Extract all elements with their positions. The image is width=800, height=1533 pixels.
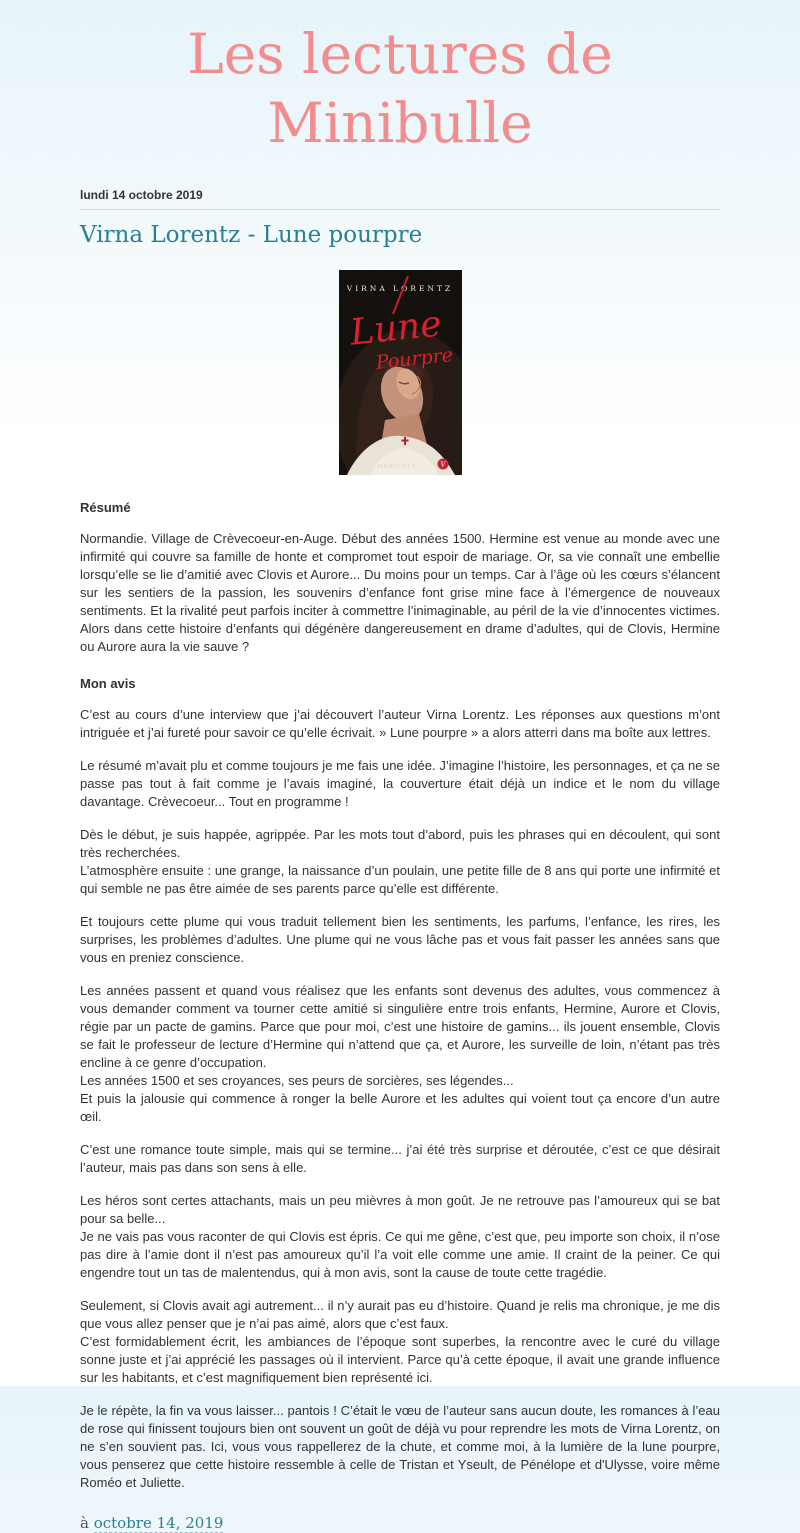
paragraph: Les héros sont certes attachants, mais un peu mièvres à mon goût. Je ne retrouve pas l’amoureux qui se bat pour sa belle... Je ne vais pas vous raconter de qui Clovis est épris. Ce qui me gêne, c’est que, peu importe son choix, il n’ose pas dire à l’amie dont il n’est pas amoureux qu’il l’a voit elle comme une amie. Il craint de la peiner. Ce qui engendre tout un tas de malentendus, qui à mon avis, sont la cause de toute cette tragédie.	[80, 1192, 720, 1280]
paragraph: Dès le début, je suis happée, agrippée. Par les mots tout d’abord, puis les phrases qui en découlent, qui sont très recherchées. L’atmosphère ensuite : une grange, la naissance d’un poulain, une petite fille de 8 ans qui porte une infirmité et qui semble ne pas être aimée de ses parents parce qu’elle est différente.	[80, 826, 720, 896]
paragraph: Et toujours cette plume qui vous traduit tellement bien les sentiments, les parfums, l’enfance, les rires, les surprises, les problèmes d’adultes. Une plume qui ne vous lâche pas et vous fait passer les années sans que vous en preniez conscience.	[80, 913, 720, 965]
post-footer	[80, 1514, 720, 1532]
cover-author-text: VIRNA LORENTZ	[346, 283, 453, 293]
section-heading: Mon avis	[80, 675, 136, 691]
svg-text:V: V	[440, 460, 445, 468]
paragraph: C’est une romance toute simple, mais qui se termine... j’ai été très surprise et déroutée, c’est ce que désirait l’auteur, mais pas dans son sens à elle.	[80, 1141, 720, 1175]
blog-title-link[interactable]: Les lectures de Minibulle	[187, 22, 613, 155]
paragraph: Les années passent et quand vous réalisez que les enfants sont devenus des adultes, vous commencez à vous demander comment va tourner cette amitié si singulière entre trois enfants, Hermine, Aurore et Clovis, régie par un pacte de gamins. Parce que pour moi, c’est une histoire de gamins... ils jouent ensemble, Clovis se fait le professeur de lecture d’Hermine qui n’attend que ça, et Aurore, les surveille de loin, n’étant pas très encline à ce genre d’occupation. Les années 1500 et ses croyances, ses peurs de sorcières, ses légendes... Et puis la jalousie qui commence à ronger la belle Aurore et les adultes qui voient tout ça encore d’un autre œil.	[80, 982, 720, 1124]
paragraph: Le résumé m’avait plu et comme toujours je me fais une idée. J’imagine l’histoire, les personnages, et ça ne se passe pas tout à fait comme je l’avais imaginé, la couverture était déjà un indice et le nom du village davantage. Crèvecoeur... Tout en programme !	[80, 757, 720, 809]
cover-wrap	[80, 270, 720, 480]
paragraph: Je le répète, la fin va vous laisser... pantois ! C’était le vœu de l’auteur sans aucun doute, les romances à l’eau de rose qui finissent toujours bien ont souvent un goût de déjà vu pour reprendre les mots de Virna Lorentz, on ne s’en souvient pas. Ici, vous vous rappellerez de la chute, et comme moi, à la lumière de la lune pourpre, vous penserez que cette histoire ressemble à celle de Tristan et Yseult, de Pénélope et d'Ulysse, voire même Roméo et Juliette.	[80, 1402, 720, 1490]
paragraph: Normandie. Village de Crèvecoeur-en-Auge. Début des années 1500. Hermine est venue au monde avec une infirmité qui couvre sa famille de honte et compromet tout espoir de mariage. Or, sa vie connaît une embellie lorsqu’elle se lie d’amitié avec Clovis et Aurore... Du moins pour un temps. Car à l’âge où les cœurs s’élancent sur les sentiers de la passion, les souvenirs d’enfance font grise mine face à l’émergence de nouveaux sentiments. Et la rivalité peut parfois inciter à commettre l’inimaginable, au péril de la vie d’innocentes victimes. Alors dans cette histoire d’enfants qui dégénère dangereusement en drame d’adultes, qui de Clovis, Hermine ou Aurore aura la vie sauve ?	[80, 530, 720, 654]
cover-title-line2: Pourpre	[374, 343, 454, 374]
cover-title-line1: Lune	[347, 302, 443, 354]
cover-publisher-text: MARIVOLE	[376, 463, 417, 470]
post-date-header: lundi 14 octobre 2019	[80, 187, 203, 202]
paragraph: Seulement, si Clovis avait agi autrement... il n’y aurait pas eu d’histoire. Quand je relis ma chronique, je me dis que vous allez penser que je n’ai pas aimé, alors que c’est faux. C’est formidablement écrit, les ambiances de l’époque sont superbes, la rencontre avec le curé du village sonne juste et j’ai apprécié les passages où il intervient. Parce qu’à cette époque, il avait une grande influence sur les habitants, et c’est magnifiquement bien représenté ici.	[80, 1297, 720, 1385]
section-heading: Résumé	[80, 499, 131, 515]
footer-prefix: à	[80, 1513, 94, 1532]
permalink-date-link[interactable]: octobre 14, 2019	[93, 1513, 224, 1532]
blog-header	[80, 0, 720, 158]
page	[80, 0, 720, 1532]
post-title-link[interactable]: Virna Lorentz - Lune pourpre	[80, 221, 423, 248]
book-cover-image[interactable]	[339, 270, 462, 475]
post-body	[80, 500, 720, 1492]
date-divider	[80, 209, 720, 210]
paragraph: C’est au cours d’une interview que j’ai découvert l’auteur Virna Lorentz. Les réponses aux questions m’ont intriguée et j’ai fureté pour savoir ce qu’elle écrivait. » Lune pourpre » a alors atterri dans ma boîte aux lettres.	[80, 706, 720, 740]
